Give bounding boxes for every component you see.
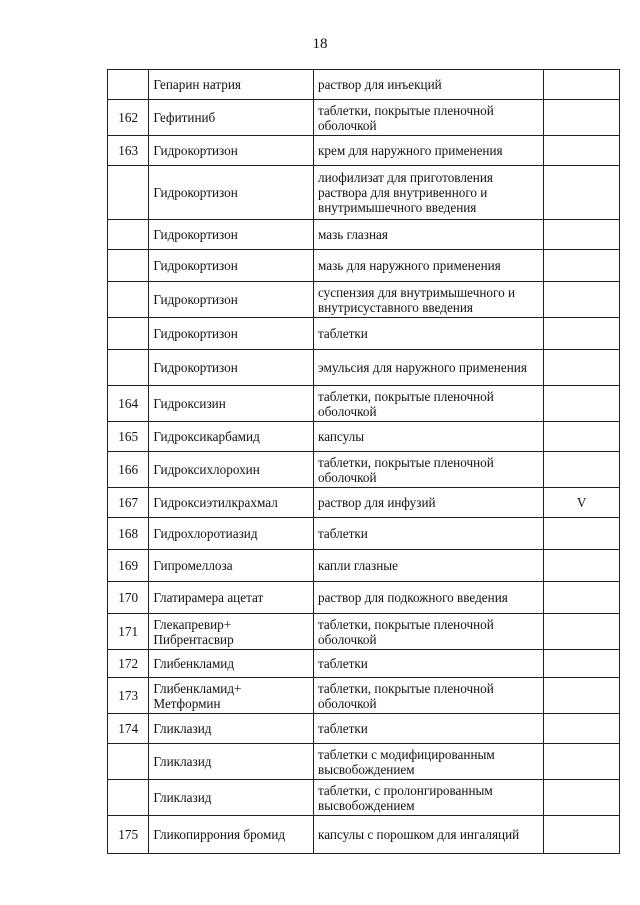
- row-number-cell: 167: [108, 488, 149, 518]
- mark-cell: [544, 550, 620, 582]
- table-row: [108, 452, 620, 488]
- mark-cell: [544, 350, 620, 386]
- mark-cell: [544, 678, 620, 714]
- row-number-cell: [108, 166, 149, 220]
- drug-name-cell: Гефитиниб: [149, 100, 314, 136]
- dosage-form-cell: таблетки, покрытые пленочной оболочкой: [313, 452, 543, 488]
- dosage-form-cell: крем для наружного применения: [313, 136, 543, 166]
- mark-cell: [544, 780, 620, 816]
- mark-cell: [544, 518, 620, 550]
- drug-name-cell: Глатирамера ацетат: [149, 582, 314, 614]
- table-row: [108, 488, 620, 518]
- table-row: [108, 282, 620, 318]
- row-number-cell: 169: [108, 550, 149, 582]
- table-row: [108, 220, 620, 250]
- mark-cell: [544, 582, 620, 614]
- row-number-cell: 164: [108, 386, 149, 422]
- page-number: 18: [312, 36, 328, 52]
- dosage-form-cell: таблетки: [313, 318, 543, 350]
- dosage-form-cell: таблетки с модифицированным высвобождением: [313, 744, 543, 780]
- mark-cell: [544, 452, 620, 488]
- dosage-form-cell: таблетки, покрытые пленочной оболочкой: [313, 678, 543, 714]
- mark-cell: [544, 318, 620, 350]
- row-number-cell: [108, 350, 149, 386]
- row-number-cell: 168: [108, 518, 149, 550]
- dosage-form-cell: мазь для наружного применения: [313, 250, 543, 282]
- table-row: [108, 386, 620, 422]
- drug-name-cell: Гидрокортизон: [149, 220, 314, 250]
- table-row: [108, 518, 620, 550]
- dosage-form-cell: капли глазные: [313, 550, 543, 582]
- dosage-form-cell: капсулы: [313, 422, 543, 452]
- dosage-form-cell: раствор для инфузий: [313, 488, 543, 518]
- mark-cell: [544, 650, 620, 678]
- dosage-form-cell: мазь глазная: [313, 220, 543, 250]
- dosage-form-cell: эмульсия для наружного применения: [313, 350, 543, 386]
- drug-name-cell: Глибенкламид: [149, 650, 314, 678]
- drug-name-cell: Глибенкламид+ Метформин: [149, 678, 314, 714]
- drug-name-cell: Глекапревир+ Пибрентасвир: [149, 614, 314, 650]
- table-row: [108, 100, 620, 136]
- table-row: [108, 136, 620, 166]
- drug-name-cell: Гидрокортизон: [149, 350, 314, 386]
- table-row: [108, 350, 620, 386]
- table-row: [108, 744, 620, 780]
- row-number-cell: [108, 780, 149, 816]
- table-row: [108, 650, 620, 678]
- dosage-form-cell: таблетки, с пролонгированным высвобождением: [313, 780, 543, 816]
- table-row: [108, 422, 620, 452]
- drug-name-cell: Гликлазид: [149, 714, 314, 744]
- drug-name-cell: Гипромеллоза: [149, 550, 314, 582]
- table-row: [108, 780, 620, 816]
- drug-name-cell: Гидроксизин: [149, 386, 314, 422]
- table-row: [108, 250, 620, 282]
- table-row: [108, 70, 620, 100]
- row-number-cell: [108, 70, 149, 100]
- row-number-cell: 165: [108, 422, 149, 452]
- row-number-cell: [108, 220, 149, 250]
- drug-name-cell: Гидроксиэтилкрахмал: [149, 488, 314, 518]
- mark-cell: [544, 714, 620, 744]
- drug-name-cell: Гидроксихлорохин: [149, 452, 314, 488]
- mark-cell: [544, 166, 620, 220]
- dosage-form-cell: таблетки, покрытые пленочной оболочкой: [313, 614, 543, 650]
- row-number-cell: [108, 744, 149, 780]
- table-row: [108, 550, 620, 582]
- row-number-cell: 162: [108, 100, 149, 136]
- dosage-form-cell: таблетки, покрытые пленочной оболочкой: [313, 386, 543, 422]
- drug-table: [107, 69, 620, 854]
- dosage-form-cell: раствор для подкожного введения: [313, 582, 543, 614]
- table-row: [108, 166, 620, 220]
- dosage-form-cell: таблетки, покрытые пленочной оболочкой: [313, 100, 543, 136]
- dosage-form-cell: таблетки: [313, 714, 543, 744]
- dosage-form-cell: раствор для инъекций: [313, 70, 543, 100]
- mark-cell: [544, 282, 620, 318]
- row-number-cell: 171: [108, 614, 149, 650]
- drug-name-cell: Гликлазид: [149, 744, 314, 780]
- dosage-form-cell: таблетки: [313, 518, 543, 550]
- dosage-form-cell: лиофилизат для приготовления раствора для внутривенного и внутримышечного введения: [313, 166, 543, 220]
- mark-cell: [544, 386, 620, 422]
- table-row: [108, 816, 620, 854]
- drug-name-cell: Гликлазид: [149, 780, 314, 816]
- row-number-cell: 173: [108, 678, 149, 714]
- table-row: [108, 614, 620, 650]
- mark-cell: V: [544, 488, 620, 518]
- drug-name-cell: Гликопиррония бромид: [149, 816, 314, 854]
- drug-name-cell: Гидрокортизон: [149, 250, 314, 282]
- table-row: [108, 318, 620, 350]
- dosage-form-cell: суспензия для внутримышечного и внутрисуставного введения: [313, 282, 543, 318]
- mark-cell: [544, 816, 620, 854]
- row-number-cell: [108, 250, 149, 282]
- drug-name-cell: Гидрокортизон: [149, 136, 314, 166]
- table-row: [108, 582, 620, 614]
- row-number-cell: 175: [108, 816, 149, 854]
- dosage-form-cell: капсулы с порошком для ингаляций: [313, 816, 543, 854]
- drug-name-cell: Гидрохлоротиазид: [149, 518, 314, 550]
- drug-table-body: [108, 70, 620, 854]
- row-number-cell: 174: [108, 714, 149, 744]
- mark-cell: [544, 250, 620, 282]
- mark-cell: [544, 614, 620, 650]
- row-number-cell: 163: [108, 136, 149, 166]
- mark-cell: [544, 744, 620, 780]
- dosage-form-cell: таблетки: [313, 650, 543, 678]
- mark-cell: [544, 70, 620, 100]
- drug-name-cell: Гидрокортизон: [149, 282, 314, 318]
- table-row: [108, 714, 620, 744]
- table-row: [108, 678, 620, 714]
- drug-name-cell: Гидрокортизон: [149, 166, 314, 220]
- mark-cell: [544, 136, 620, 166]
- row-number-cell: 170: [108, 582, 149, 614]
- mark-cell: [544, 220, 620, 250]
- drug-name-cell: Гидрокортизон: [149, 318, 314, 350]
- row-number-cell: 172: [108, 650, 149, 678]
- row-number-cell: 166: [108, 452, 149, 488]
- mark-cell: [544, 422, 620, 452]
- row-number-cell: [108, 318, 149, 350]
- drug-name-cell: Гидроксикарбамид: [149, 422, 314, 452]
- mark-cell: [544, 100, 620, 136]
- row-number-cell: [108, 282, 149, 318]
- drug-name-cell: Гепарин натрия: [149, 70, 314, 100]
